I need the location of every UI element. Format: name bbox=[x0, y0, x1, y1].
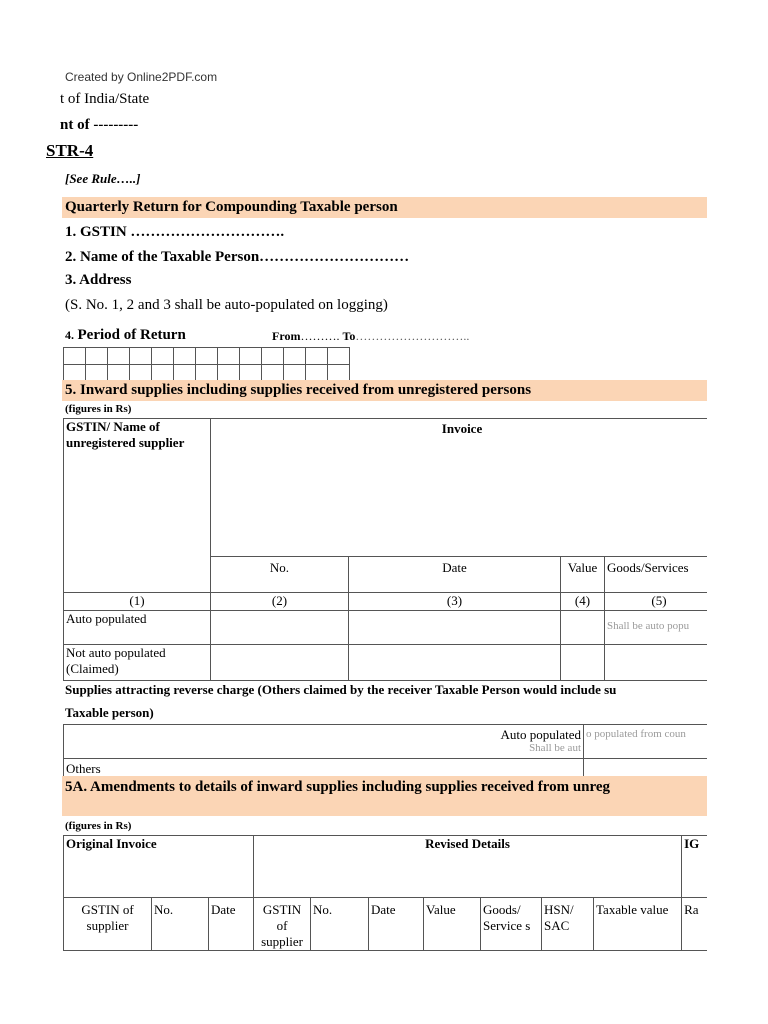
col-revised-no: No. bbox=[311, 898, 369, 951]
reverse-charge-line1: Supplies attracting reverse charge (Others claimed by the receiver Taxable Person would include su bbox=[65, 682, 617, 697]
col-num-1: (1) bbox=[64, 593, 211, 611]
department-header: nt of --------- bbox=[60, 117, 139, 133]
watermark: Created by Online2PDF.com bbox=[65, 70, 218, 84]
cell-input[interactable] bbox=[349, 645, 561, 681]
from-dots: ………. bbox=[300, 329, 340, 343]
auto-populate-hint: Shall be auto popu bbox=[605, 611, 708, 645]
rc-auto-label: Auto populated bbox=[500, 727, 581, 742]
govt-header: t of India/State bbox=[60, 91, 150, 107]
igst-header: IG bbox=[682, 836, 707, 898]
section5-title: 5. Inward supplies including supplies received from unregistered persons bbox=[65, 382, 532, 398]
row-not-auto-populated: Not auto populated (Claimed) bbox=[64, 645, 211, 681]
to-label: To bbox=[342, 329, 356, 343]
col-revised-value: Value bbox=[424, 898, 481, 951]
cell-input[interactable] bbox=[211, 645, 349, 681]
col-num-5: (5) bbox=[605, 593, 708, 611]
col-num-3: (3) bbox=[349, 593, 561, 611]
col-revised-goods-services: Goods/ Service s bbox=[481, 898, 542, 951]
col-revised-taxable-value: Taxable value bbox=[594, 898, 682, 951]
cell-input[interactable] bbox=[561, 611, 605, 645]
cell-input[interactable] bbox=[605, 645, 708, 681]
cell-input[interactable] bbox=[349, 611, 561, 645]
period-entry-grid[interactable] bbox=[63, 347, 350, 382]
col-num-4: (4) bbox=[561, 593, 605, 611]
rule-reference: [See Rule…..] bbox=[65, 171, 141, 186]
amendments-table bbox=[63, 835, 707, 951]
col-date: Date bbox=[349, 557, 561, 593]
supplier-header: GSTIN/ Name of unregistered supplier bbox=[64, 419, 211, 593]
rc-others: Others bbox=[64, 759, 584, 778]
revised-details-header: Revised Details bbox=[254, 836, 682, 898]
return-title: Quarterly Return for Compounding Taxable person bbox=[65, 199, 398, 215]
invoice-header: Invoice bbox=[211, 419, 708, 557]
address-field: 3. Address bbox=[65, 272, 132, 288]
rc-auto-populated bbox=[64, 725, 584, 759]
cell-input[interactable] bbox=[211, 611, 349, 645]
col-original-no: No. bbox=[152, 898, 209, 951]
col-original-gstin: GSTIN of supplier bbox=[64, 898, 152, 951]
col-original-date: Date bbox=[209, 898, 254, 951]
cell-input[interactable] bbox=[561, 645, 605, 681]
section5a-figures-note: (figures in Rs) bbox=[65, 820, 132, 832]
reverse-charge-table bbox=[63, 724, 707, 778]
cell-input[interactable] bbox=[584, 759, 708, 778]
auto-populate-note: (S. No. 1, 2 and 3 shall be auto-populated on logging) bbox=[65, 297, 388, 313]
col-rate: Ra bbox=[682, 898, 707, 951]
form-title: STR-4 bbox=[46, 141, 94, 160]
period-label: Period of Return bbox=[77, 327, 186, 343]
col-num-2: (2) bbox=[211, 593, 349, 611]
col-no: No. bbox=[211, 557, 349, 593]
from-label: From bbox=[272, 329, 301, 343]
col-revised-hsn-sac: HSN/ SAC bbox=[542, 898, 594, 951]
inward-supplies-table bbox=[63, 418, 707, 681]
to-dots: ……………………….. bbox=[355, 329, 470, 343]
original-invoice-header: Original Invoice bbox=[64, 836, 254, 898]
period-row bbox=[65, 327, 186, 344]
period-from-to bbox=[272, 329, 469, 344]
rc-auto-hint: Shall be aut bbox=[529, 742, 581, 754]
section5a-title: 5A. Amendments to details of inward supplies including supplies received from unreg bbox=[65, 779, 611, 795]
reverse-charge-line2: Taxable person) bbox=[65, 705, 154, 720]
col-goods-services: Goods/Services bbox=[605, 557, 708, 593]
taxable-person-name-field: 2. Name of the Taxable Person………………………… bbox=[65, 249, 410, 265]
rc-auto-hint-2: o populated from coun bbox=[584, 725, 708, 759]
section5-figures-note: (figures in Rs) bbox=[65, 403, 132, 415]
gstin-field: 1. GSTIN …………………………. bbox=[65, 224, 285, 240]
row-auto-populated: Auto populated bbox=[64, 611, 211, 645]
col-revised-date: Date bbox=[369, 898, 424, 951]
period-number: 4. bbox=[65, 328, 74, 342]
col-revised-gstin: GSTIN of supplier bbox=[254, 898, 311, 951]
col-value: Value bbox=[561, 557, 605, 593]
